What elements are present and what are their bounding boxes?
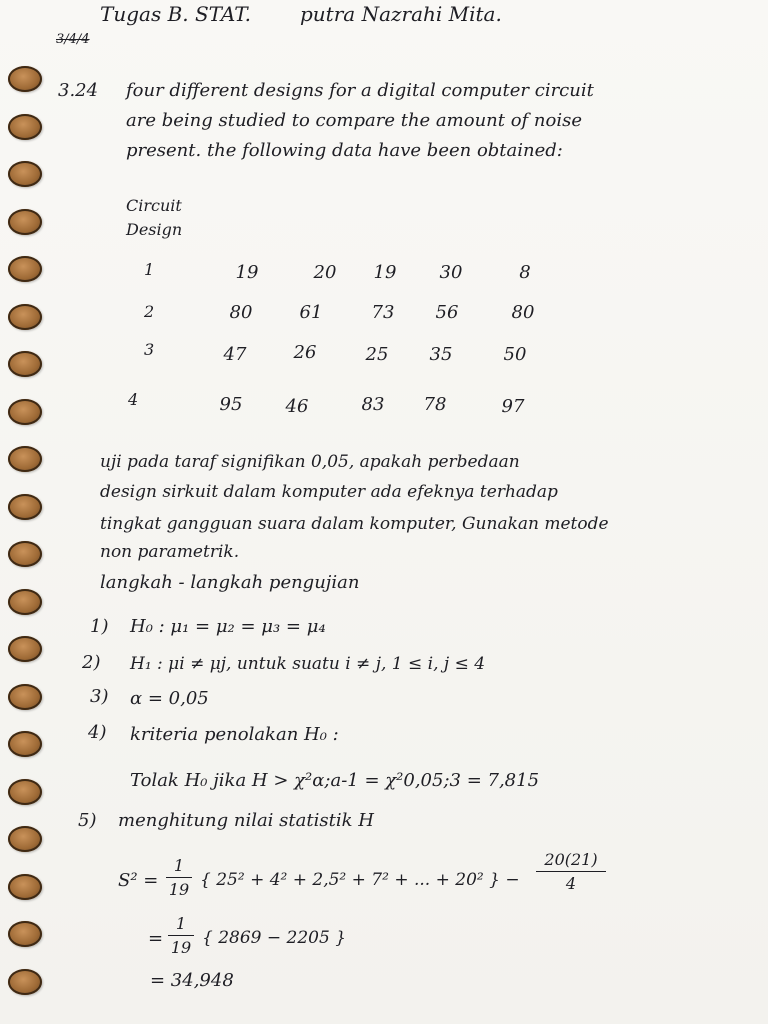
fraction-bar bbox=[536, 871, 606, 872]
step-number: 5) bbox=[78, 810, 97, 831]
student-name: putra Nazrahi Mita. bbox=[300, 2, 502, 26]
step-number: 3) bbox=[90, 686, 109, 707]
row-label: 3 bbox=[144, 340, 155, 359]
binder-hole bbox=[8, 351, 42, 377]
table-header: Design bbox=[126, 220, 183, 239]
binder-hole bbox=[8, 969, 42, 995]
table-cell: 50 bbox=[503, 344, 527, 365]
table-cell: 47 bbox=[223, 344, 247, 365]
row-label: 2 bbox=[144, 302, 155, 321]
step-text: kriteria penolakan H₀ : bbox=[130, 724, 339, 745]
binder-hole bbox=[8, 826, 42, 852]
binder-hole bbox=[8, 874, 42, 900]
table-cell: 20 bbox=[313, 262, 337, 283]
rejection-criterion: Tolak H₀ jika H > χ²α;a-1 = χ²0,05;3 = 7,815 bbox=[130, 770, 540, 791]
crossed-out-note: 3/4/4 bbox=[56, 32, 90, 47]
table-cell: 26 bbox=[293, 342, 317, 363]
table-cell: 78 bbox=[423, 394, 447, 415]
task-line: tingkat gangguan suara dalam komputer, Gunakan metode bbox=[100, 514, 609, 534]
fraction-numerator: 20(21) bbox=[544, 850, 598, 869]
fraction bbox=[168, 914, 194, 957]
binder-hole bbox=[8, 66, 42, 92]
table-header: Circuit bbox=[126, 196, 182, 215]
problem-line: four different designs for a digital computer circuit bbox=[126, 80, 594, 101]
problem-number: 3.24 bbox=[58, 80, 99, 101]
binder-hole bbox=[8, 541, 42, 567]
calc-body: { 2869 − 2205 } bbox=[202, 928, 347, 948]
binder-hole bbox=[8, 114, 42, 140]
step-text: H₀ : μ₁ = μ₂ = μ₃ = μ₄ bbox=[130, 616, 326, 637]
binder-hole bbox=[8, 731, 42, 757]
fraction-bar bbox=[168, 935, 194, 936]
binder-hole bbox=[8, 684, 42, 710]
binder-hole bbox=[8, 494, 42, 520]
calc-equals: = bbox=[148, 928, 164, 949]
fraction-numerator: 1 bbox=[175, 914, 187, 933]
task-line: non parametrik. bbox=[100, 542, 240, 562]
table-cell: 35 bbox=[429, 344, 453, 365]
table-cell: 19 bbox=[235, 262, 259, 283]
fraction bbox=[166, 856, 192, 899]
binder-hole bbox=[8, 399, 42, 425]
binder-hole bbox=[8, 921, 42, 947]
problem-line: present. the following data have been obtained: bbox=[126, 140, 563, 161]
binder-hole bbox=[8, 304, 42, 330]
assignment-title: Tugas B. STAT. bbox=[100, 2, 252, 26]
table-cell: 8 bbox=[519, 262, 531, 283]
fraction-numerator: 1 bbox=[173, 856, 185, 875]
step-number: 2) bbox=[82, 652, 101, 673]
step-text: H₁ : μi ≠ μj, untuk suatu i ≠ j, 1 ≤ i, j ≤ 4 bbox=[130, 654, 486, 674]
table-cell: 61 bbox=[299, 302, 323, 323]
table-cell: 80 bbox=[229, 302, 253, 323]
row-label: 1 bbox=[144, 260, 155, 279]
binder-hole bbox=[8, 256, 42, 282]
step-text: α = 0,05 bbox=[130, 688, 209, 709]
step-text: menghitung nilai statistik H bbox=[118, 810, 374, 831]
table-cell: 97 bbox=[501, 396, 525, 417]
fraction-denominator: 19 bbox=[168, 880, 190, 899]
table-cell: 73 bbox=[371, 302, 395, 323]
fraction-denominator: 19 bbox=[170, 938, 192, 957]
table-cell: 25 bbox=[365, 344, 389, 365]
step-number: 4) bbox=[88, 722, 107, 743]
binder-hole bbox=[8, 636, 42, 662]
table-cell: 80 bbox=[511, 302, 535, 323]
table-cell: 30 bbox=[439, 262, 463, 283]
step-number: 1) bbox=[90, 616, 109, 637]
calc-lhs: S² = bbox=[118, 870, 159, 891]
calc-result: = 34,948 bbox=[150, 970, 234, 991]
fraction-denominator: 4 bbox=[565, 874, 577, 893]
binder-hole bbox=[8, 779, 42, 805]
calc-sum: { 25² + 4² + 2,5² + 7² + ... + 20² } − bbox=[200, 870, 520, 890]
binder-hole bbox=[8, 161, 42, 187]
task-line: uji pada taraf signifikan 0,05, apakah perbedaan bbox=[100, 452, 520, 472]
fraction bbox=[536, 850, 606, 893]
table-cell: 19 bbox=[373, 262, 397, 283]
table-cell: 56 bbox=[435, 302, 459, 323]
table-cell: 46 bbox=[285, 396, 309, 417]
problem-line: are being studied to compare the amount of noise bbox=[126, 110, 583, 131]
binder-hole bbox=[8, 209, 42, 235]
task-line: design sirkuit dalam komputer ada efeknya terhadap bbox=[100, 482, 558, 502]
binder-hole bbox=[8, 589, 42, 615]
binder-hole bbox=[8, 446, 42, 472]
table-cell: 83 bbox=[361, 394, 385, 415]
steps-heading: langkah - langkah pengujian bbox=[100, 572, 360, 593]
row-label: 4 bbox=[128, 390, 139, 409]
table-cell: 95 bbox=[219, 394, 243, 415]
fraction-bar bbox=[166, 877, 192, 878]
